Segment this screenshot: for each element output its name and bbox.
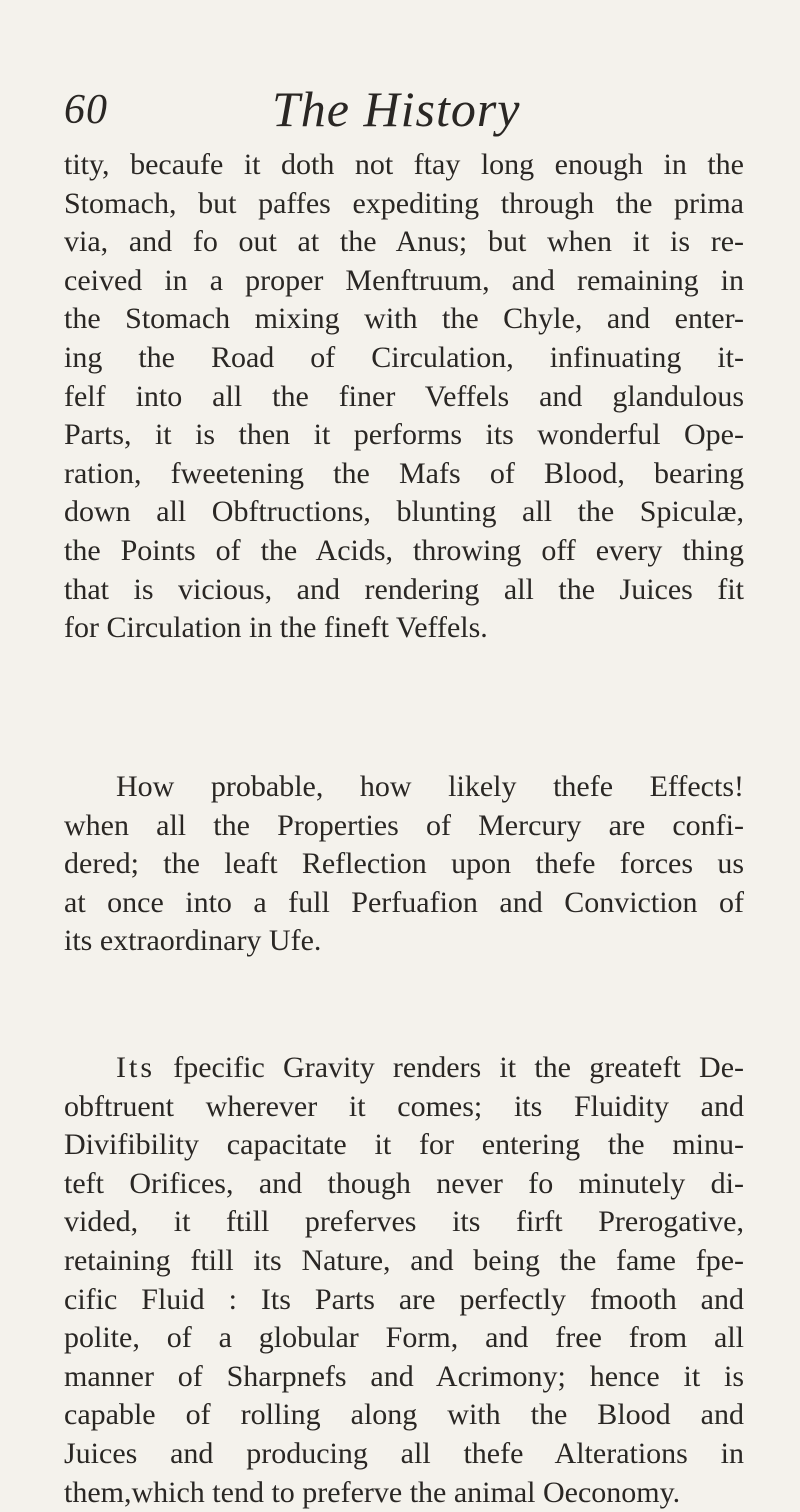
- text-line: teft Orifices, and though never fo minutely di-: [64, 1166, 744, 1200]
- text-line: at once into a full Perfuafion and Conviction of: [64, 885, 744, 919]
- text-line: that is vicious, and rendering all the Juices fit: [64, 572, 744, 606]
- text-line: ration, fweetening the Mafs of Blood, bearing: [64, 456, 744, 490]
- text-line: capable of rolling along with the Blood and: [64, 1398, 744, 1432]
- text-line-rest: fpecific Gravity renders it the greateft De-: [173, 1051, 744, 1084]
- text-line: [64, 1049, 744, 1088]
- page-number: 60: [64, 87, 108, 133]
- small-caps-lead: Its: [116, 1051, 155, 1084]
- text-line: felf into all the finer Veffels and glandulous: [64, 379, 744, 413]
- text-line: retaining ftill its Nature, and being the fame fpe-: [64, 1243, 744, 1277]
- text-line: Divifibility capacitate it for entering the minu-: [64, 1128, 744, 1162]
- text-line: dered; the leaft Reflection upon thefe forces us: [64, 847, 744, 881]
- text-line: via, and fo out at the Anus; but when it is re-: [64, 225, 744, 259]
- running-title: The History: [272, 81, 521, 137]
- text-line: them,which tend to preferve the animal Oeconomy.: [64, 1475, 681, 1509]
- text-line: the Stomach mixing with the Chyle, and enter-: [64, 302, 744, 336]
- text-line: the Points of the Acids, throwing off every thing: [64, 533, 744, 567]
- text-line: vided, it ftill preferves its firft Prerogative,: [64, 1205, 744, 1239]
- page-header: [64, 80, 744, 140]
- text-line: How probable, how likely thefe Effects!: [116, 770, 744, 803]
- text-line: down all Obftructions, blunting all the Spiculæ,: [64, 495, 744, 529]
- text-line: its extraordinary Ufe.: [64, 924, 322, 958]
- text-line: Stomach, but paffes expediting through the prima: [64, 186, 744, 220]
- text-line: Juices and producing all thefe Alterations in: [64, 1436, 744, 1470]
- text-line: Parts, it is then it performs its wonderful Ope-: [64, 418, 744, 452]
- paragraph-3: [64, 1049, 744, 1512]
- text-line: ing the Road of Circulation, infinuating it-: [64, 340, 744, 374]
- text-line: manner of Sharpnefs and Acrimony; hence it is: [64, 1359, 744, 1393]
- text-line: tity, becaufe it doth not ftay long enough in the: [64, 148, 744, 181]
- paragraph-2: [64, 768, 744, 961]
- text-line: obftruent wherever it comes; its Fluidity and: [64, 1089, 744, 1123]
- text-line: ceived in a proper Menftruum, and remaining in: [64, 263, 744, 297]
- text-line: when all the Properties of Mercury are confi-: [64, 808, 744, 842]
- text-line: cific Fluid : Its Parts are perfectly fmooth and: [64, 1282, 744, 1316]
- text-line: for Circulation in the fineft Veffels.: [64, 611, 488, 645]
- paragraph-1: [64, 146, 744, 648]
- text-line: polite, of a globular Form, and free from all: [64, 1321, 744, 1355]
